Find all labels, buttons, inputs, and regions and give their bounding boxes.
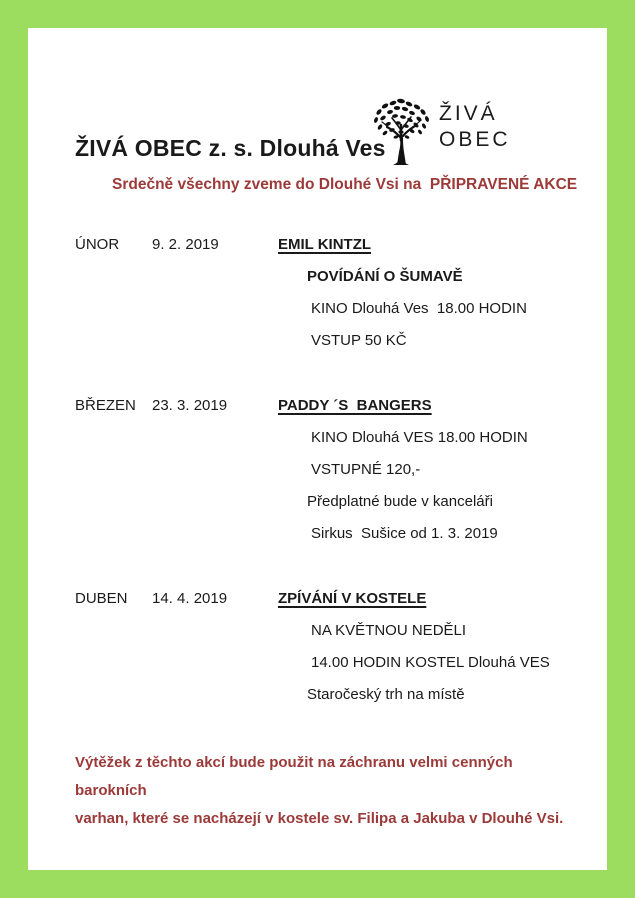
event-date: 23. 3. 2019 bbox=[152, 397, 228, 414]
event-block-duben bbox=[75, 583, 587, 711]
invitation-subtitle: Srdečně všechny zveme do Dlouhé Vsi na PŘIPRAVENÉ AKCE bbox=[112, 176, 578, 193]
ziva-obec-logo bbox=[370, 96, 511, 166]
event-detail: 14.00 HODIN KOSTEL Dlouhá VES bbox=[311, 654, 550, 671]
logo-wordmark bbox=[439, 96, 511, 153]
event-detail: Předplatné bude v kanceláři bbox=[307, 493, 493, 510]
page-title: ŽIVÁ OBEC z. s. Dlouhá Ves bbox=[75, 135, 386, 161]
event-month: BŘEZEN bbox=[75, 397, 136, 414]
logo-word-obec: OBEC bbox=[439, 128, 511, 151]
event-detail: POVÍDÁNÍ O ŠUMAVĚ bbox=[307, 268, 463, 285]
event-detail: NA KVĚTNOU NEDĚLI bbox=[311, 622, 467, 639]
event-month: ÚNOR bbox=[75, 236, 120, 253]
event-detail: VSTUPNÉ 120,- bbox=[311, 461, 421, 478]
event-title: EMIL KINTZL bbox=[278, 236, 372, 253]
proceeds-note bbox=[75, 749, 580, 833]
event-detail: KINO Dlouhá VES 18.00 HODIN bbox=[311, 429, 528, 446]
event-detail: Sirkus Sušice od 1. 3. 2019 bbox=[311, 525, 498, 542]
event-block-unor bbox=[75, 229, 587, 357]
tree-icon bbox=[370, 96, 432, 166]
event-detail: Staročeský trh na místě bbox=[307, 686, 465, 703]
logo-word-ziva: ŽIVÁ bbox=[439, 102, 498, 125]
event-date: 9. 2. 2019 bbox=[152, 236, 219, 253]
event-detail: KINO Dlouhá Ves 18.00 HODIN bbox=[311, 300, 527, 317]
event-title: ZPÍVÁNÍ V KOSTELE bbox=[278, 590, 427, 607]
event-head bbox=[75, 583, 587, 615]
flyer-page bbox=[28, 28, 607, 870]
event-block-brezen bbox=[75, 390, 587, 550]
proceeds-note-line2: varhan, které se nacházejí v kostele sv. Filipa a Jakuba v Dlouhé Vsi. bbox=[75, 810, 564, 827]
event-title: PADDY ´S BANGERS bbox=[278, 397, 432, 414]
event-detail: VSTUP 50 KČ bbox=[311, 332, 407, 349]
event-date: 14. 4. 2019 bbox=[152, 590, 228, 607]
event-month: DUBEN bbox=[75, 590, 128, 607]
proceeds-note-line1: Výtěžek z těchto akcí bude použit na záchranu velmi cenných barokních bbox=[75, 754, 513, 799]
event-list bbox=[75, 229, 587, 744]
event-head bbox=[75, 229, 587, 261]
event-head bbox=[75, 390, 587, 422]
